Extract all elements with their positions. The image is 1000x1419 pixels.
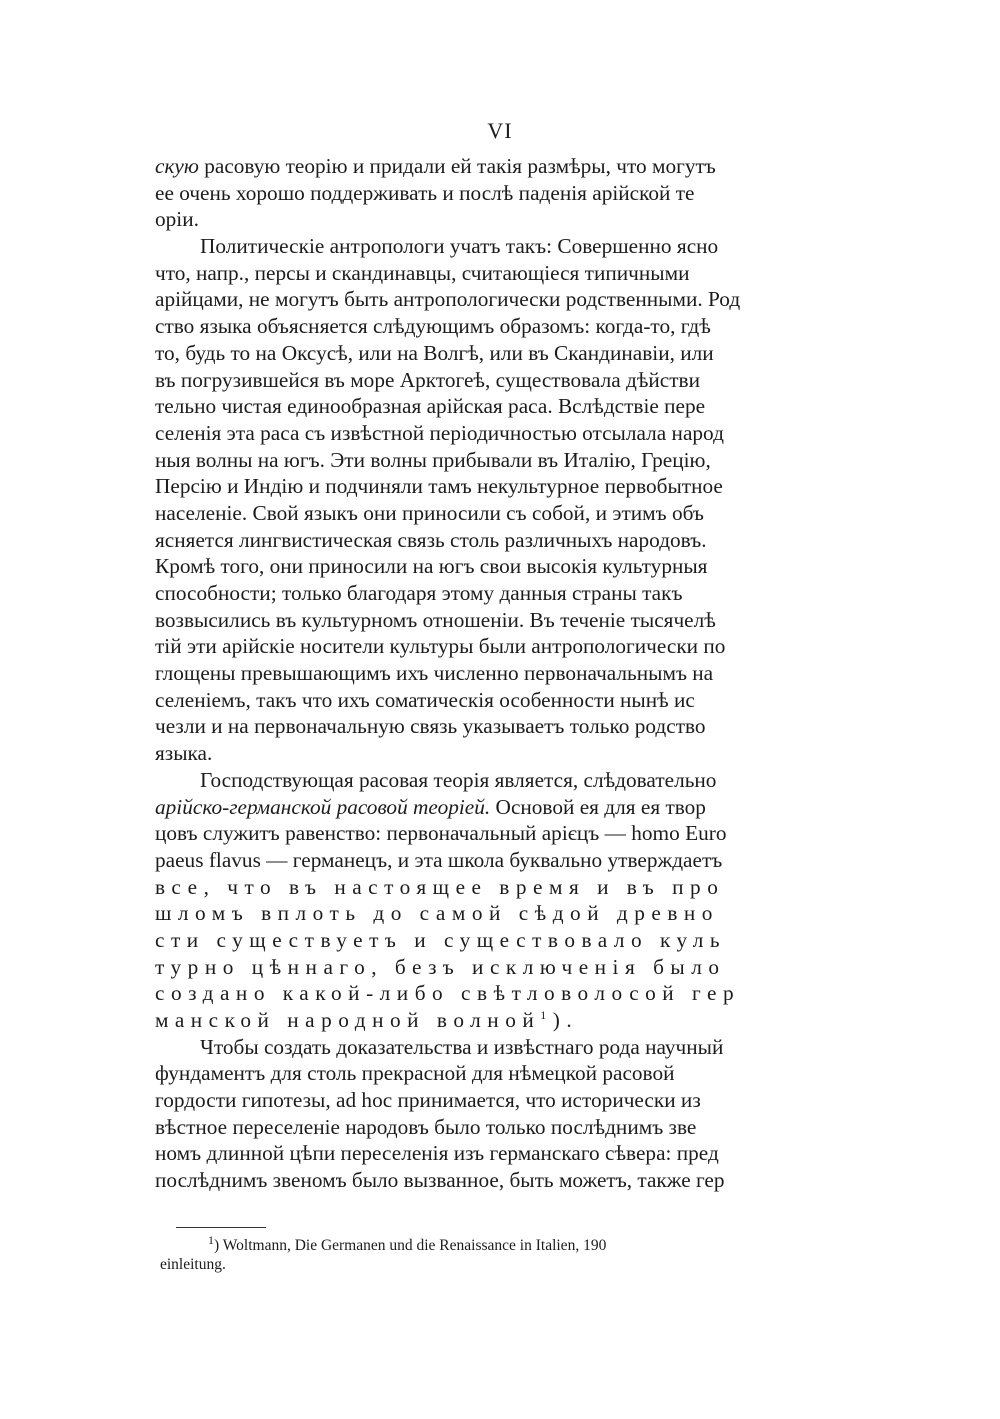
text-line	[155, 420, 795, 447]
paragraph	[155, 233, 795, 767]
text-line	[155, 713, 795, 740]
text-run: сти существуетъ и существовало куль	[155, 927, 727, 952]
text-line	[155, 340, 795, 367]
text-line	[155, 153, 795, 180]
text-run: создано какой-либо свѣтловолосой гер	[155, 981, 741, 1006]
text-run: тій эти арійскіе носители культуры были антропологически по	[155, 634, 726, 659]
text-run: оріи.	[155, 207, 199, 232]
text-run: ее очень хорошо поддерживать и послѣ паденія арійской те	[155, 180, 695, 205]
text-run: einleitung.	[160, 1256, 226, 1273]
footnote-line	[160, 1236, 800, 1255]
text-line	[155, 286, 795, 313]
text-run: вѣстное переселеніе народовъ было только послѣднимъ зве	[155, 1114, 697, 1139]
text-run: номъ длинной цѣпи переселенія изъ германскаго сѣвера: пред	[155, 1141, 719, 1166]
text-line	[155, 607, 795, 634]
text-line	[155, 260, 795, 287]
text-run: тельно чистая единообразная арійская раса. Вслѣдствіе пере	[155, 394, 706, 419]
main-text	[155, 153, 795, 1194]
emphasized-text: арійско-германской расовой теоріей.	[155, 794, 491, 819]
text-line	[155, 1140, 795, 1167]
text-run: шломъ вплоть до самой сѣдой древно	[155, 901, 719, 926]
text-line	[155, 847, 795, 874]
footnote-marker: 1	[540, 1007, 553, 1022]
text-run: способности; только благодаря этому данныя страны такъ	[155, 581, 683, 605]
text-run: селенія эта раса съ извѣстной періодичностью отсылала народ	[155, 420, 724, 445]
text-line	[155, 820, 795, 847]
text-run: селеніемъ, такъ что ихъ соматическія особенности нынѣ ис	[155, 687, 695, 712]
text-run: ) Woltmann, Die Germanen und die Renaissance in Italien, 190	[214, 1237, 607, 1254]
text-line	[155, 206, 795, 233]
emphasized-text: скую	[155, 154, 199, 178]
page-number: VI	[487, 118, 513, 143]
text-run: арійцами, не могутъ быть антропологически родственными. Род	[155, 287, 741, 312]
text-run: Персію и Индію и подчиняли тамъ некультурное первобытное	[155, 474, 723, 499]
text-run: гордости гипотезы, ad hoc принимается, что исторически из	[155, 1088, 701, 1113]
footnotes	[160, 1236, 800, 1274]
text-run: ство языка объясняется слѣдующимъ образомъ: когда-то, гдѣ	[155, 314, 711, 339]
text-line	[155, 794, 795, 821]
text-run: ясняется лингвистическая связь столь различныхъ народовъ.	[155, 527, 707, 552]
text-line	[155, 900, 795, 927]
footnote-line	[160, 1255, 800, 1274]
text-line	[155, 633, 795, 660]
text-line	[155, 580, 795, 607]
text-run: ).	[552, 1008, 579, 1032]
paragraph	[155, 1034, 795, 1194]
text-run: что, напр., персы и скандинавцы, считающіеся типичными	[155, 260, 690, 285]
text-run: цовъ служитъ равенство: первоначальный арієцъ — homo Euro	[155, 821, 727, 846]
text-line	[155, 767, 795, 794]
text-line	[155, 1167, 795, 1194]
text-run: манской народной волной	[155, 1008, 541, 1032]
text-line	[155, 874, 795, 901]
footnote	[160, 1236, 800, 1274]
text-line	[155, 1114, 795, 1141]
text-line	[155, 313, 795, 340]
text-run: все, что въ настоящее время и въ про	[155, 874, 725, 899]
text-run: расовую теорію и придали ей такія размѣры, что могутъ	[198, 154, 716, 178]
text-line	[155, 500, 795, 527]
text-line	[155, 553, 795, 580]
text-line	[155, 1060, 795, 1087]
footnote-divider	[176, 1227, 266, 1228]
footnote-marker: 1	[208, 1236, 214, 1247]
text-run: въ погрузившейся въ море Арктогеѣ, существовала дѣйстви	[155, 367, 700, 392]
text-line	[155, 740, 795, 767]
text-line	[155, 180, 795, 207]
text-line	[155, 954, 795, 981]
paragraph	[155, 153, 795, 233]
text-line	[155, 233, 795, 260]
text-run: Чтобы создать доказательства и извѣстнаго рода научный	[200, 1034, 724, 1059]
text-run: населеніе. Свой языкъ они приносили съ собой, и этимъ объ	[155, 500, 704, 525]
text-run: турно цѣннаго, безъ исключенія было	[155, 954, 726, 979]
text-run: глощены превышающимъ ихъ численно первоначальнымъ на	[155, 661, 714, 686]
text-line	[155, 367, 795, 394]
text-run: paeus flavus — германецъ, и эта школа буквально утверждаетъ	[155, 847, 723, 872]
text-line	[155, 927, 795, 954]
text-line	[155, 1007, 795, 1034]
text-run: языка.	[155, 741, 213, 766]
text-line	[155, 473, 795, 500]
text-run: ныя волны на югъ. Эти волны прибывали въ Италію, Грецію,	[155, 447, 711, 472]
text-line	[155, 980, 795, 1007]
text-run: Господствующая расовая теорія является, слѣдовательно	[200, 767, 717, 792]
text-run: Кромѣ того, они приносили на югъ свои высокія культурныя	[155, 554, 708, 579]
text-run: послѣднимъ звеномъ было вызванное, быть можетъ, также гер	[155, 1168, 725, 1193]
paragraph	[155, 767, 795, 1034]
text-run: возвысились въ культурномъ отношеніи. Въ теченіе тысячелѣ	[155, 607, 716, 632]
text-line	[155, 660, 795, 687]
text-run: Основой ея для ея твор	[490, 794, 706, 819]
text-line	[155, 393, 795, 420]
text-line	[155, 447, 795, 474]
text-run: чезли и на первоначальную связь указываетъ только родство	[155, 714, 706, 739]
text-line	[155, 1034, 795, 1061]
text-line	[155, 1087, 795, 1114]
text-line	[155, 527, 795, 554]
text-run: то, будь то на Оксусѣ, или на Волгѣ, или въ Скандинавіи, или	[155, 340, 714, 365]
text-run: фундаментъ для столь прекрасной для нѣмецкой расовой	[155, 1061, 675, 1086]
text-run: Политическіе антропологи учатъ такъ: Совершенно ясно	[200, 234, 719, 259]
text-line	[155, 687, 795, 714]
